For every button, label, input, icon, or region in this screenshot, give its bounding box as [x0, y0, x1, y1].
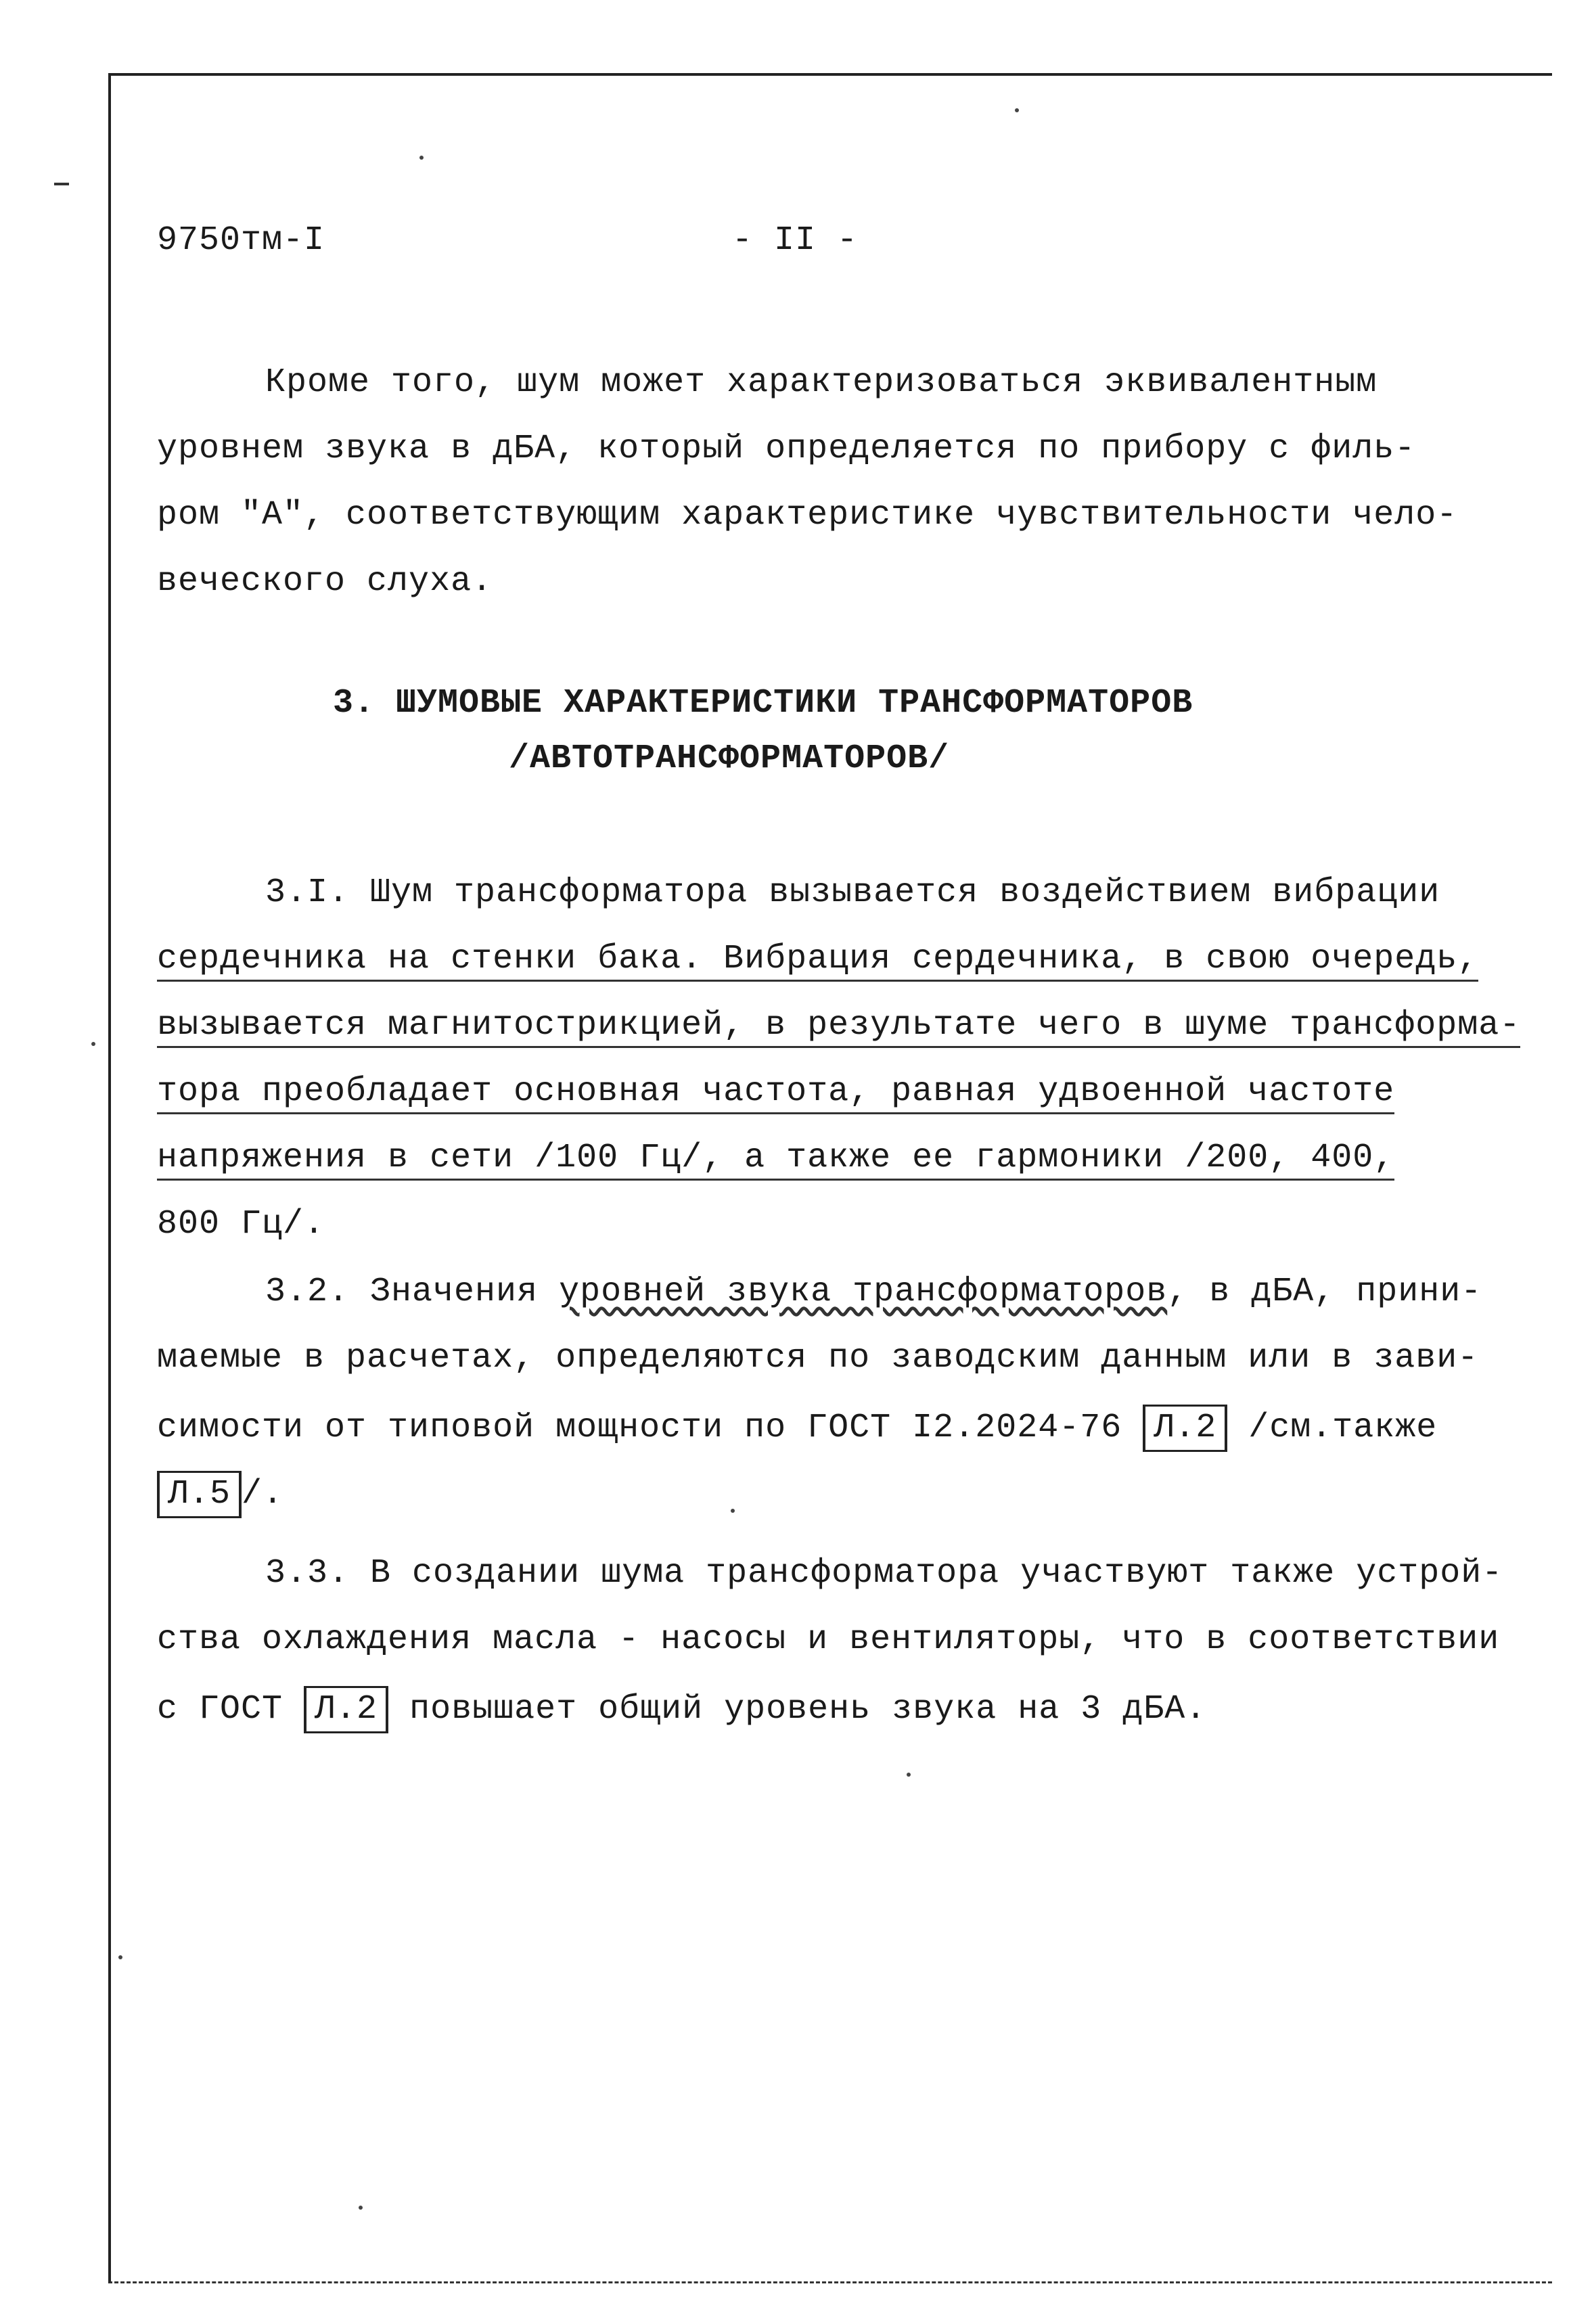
p32-line-3 [157, 1405, 1437, 1452]
p31-line-6: 800 Гц/. [157, 1205, 325, 1244]
reference-l2: Л.2 [1143, 1405, 1227, 1452]
p31-line-4: тора преобладает основная частота, равная удвоенной частоте [157, 1072, 1394, 1114]
document-id: 9750тм-I [157, 221, 325, 260]
scan-speck [118, 1955, 122, 1959]
p31-line-5: напряжения в сети /100 Гц/, а также ее гармоники /200, 400, [157, 1138, 1394, 1181]
p32-line-3-end: /см.также [1227, 1409, 1438, 1447]
intro-line-3: ром "А", соответствующим характеристике чувствительности чело- [157, 496, 1458, 534]
p33-line-3-start: с ГОСТ [157, 1690, 304, 1729]
p32-line-1-end: , в дБА, прини- [1167, 1273, 1482, 1311]
scan-speck [419, 156, 424, 160]
p32-line-1 [265, 1272, 1482, 1313]
p32-line-4 [157, 1471, 283, 1518]
p32-line-2: маемые в расчетах, определяются по заводским данным или в зави- [157, 1339, 1479, 1377]
p31-line-3: вызывается магнитострикцией, в результате чего в шуме трансформа- [157, 1005, 1520, 1048]
scan-speck [359, 2206, 363, 2210]
page-number: - II - [732, 221, 859, 260]
scan-speck [1015, 108, 1019, 112]
section-3-title-line-2: /АВТОТРАНСФОРМАТОРОВ/ [509, 739, 950, 778]
p32-line-4-end: /. [242, 1475, 284, 1513]
scan-mark [54, 183, 69, 185]
scan-speck [91, 1042, 95, 1046]
p31-line-1: 3.I. Шум трансформатора вызывается воздействием вибрации [265, 873, 1440, 912]
reference-l2-second: Л.2 [304, 1686, 388, 1733]
p33-line-1: 3.3. В создании шума трансформатора участвуют также устрой- [265, 1554, 1503, 1593]
p32-line-1-wavy: уровней звука трансформаторов [559, 1273, 1168, 1311]
intro-line-4: веческого слуха. [157, 562, 493, 601]
p32-line-1-start: 3.2. Значения [265, 1273, 560, 1311]
p33-line-2: ства охлаждения масла - насосы и вентиляторы, что в соответствии [157, 1620, 1500, 1659]
scan-speck [907, 1773, 911, 1777]
p31-line-2: сердечника на стенки бака. Вибрация сердечника, в свою очередь, [157, 939, 1478, 982]
scan-speck [731, 1509, 735, 1513]
p33-line-3-end: повышает общий уровень звука на 3 дБА. [388, 1690, 1207, 1729]
p32-line-3-start: симости от типовой мощности по ГОСТ I2.2024-76 [157, 1409, 1143, 1447]
intro-line-1: Кроме того, шум может характеризоваться эквивалентным [265, 363, 1378, 402]
section-3-title-line-1: 3. ШУМОВЫЕ ХАРАКТЕРИСТИКИ ТРАНСФОРМАТОРОВ [333, 684, 1193, 723]
reference-l5: Л.5 [157, 1471, 242, 1518]
intro-line-2: уровнем звука в дБА, который определяется по прибору с филь- [157, 430, 1416, 468]
p33-line-3 [157, 1686, 1206, 1733]
